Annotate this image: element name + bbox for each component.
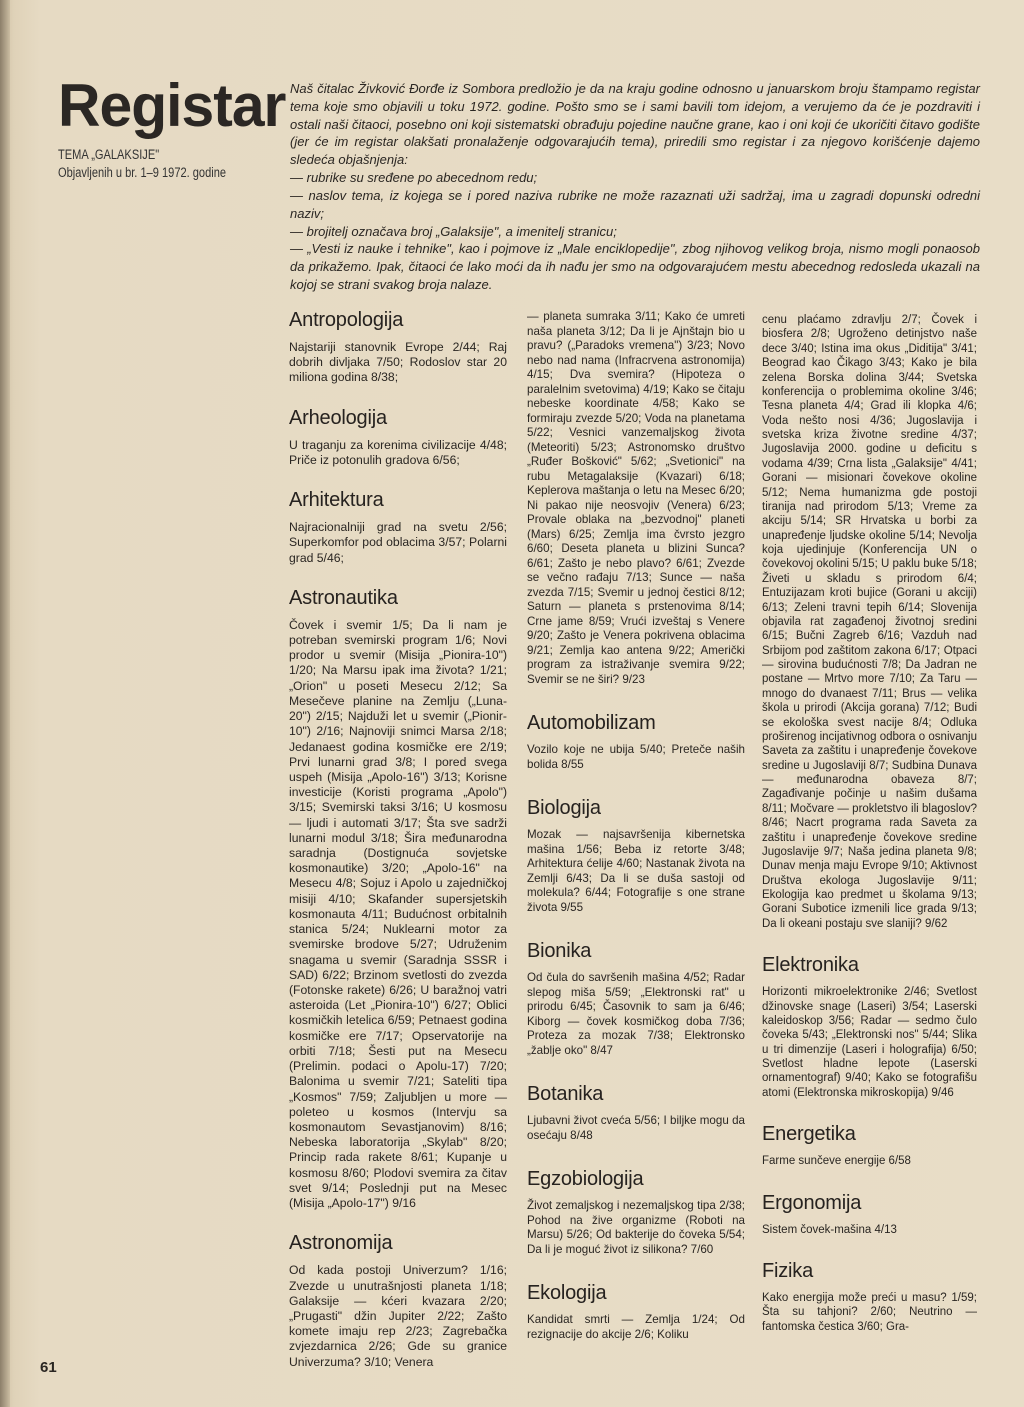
- index-column-3: [762, 313, 977, 1334]
- intro-paragraph: — naslov tema, iz kojega se i pored naziva rubrike ne može razaznati uži sadržaj, ima u zagradi dopunski odredni naziv;: [290, 187, 980, 221]
- index-section: [527, 1082, 745, 1143]
- index-section: [289, 308, 507, 386]
- index-section: [527, 939, 745, 1058]
- index-section: [762, 1259, 977, 1334]
- section-entries: U traganju za korenima civilizacije 4/48; Priče iz potonulih gradova 6/56;: [289, 437, 507, 467]
- section-entries: — planeta sumraka 3/11; Kako će umreti naša planeta 3/12; Da li je Ajnštajn bio u pravu? („Paradoks vremena") 3/23; Novo nebo nad nama (Infracrvena astronomija) 4/15; Dva svemira? (Hipoteza o paralelnim svetovima) 4/19; Kako se čitaju nebeske koordinate 4/58; Kako se formiraju zvezde 5/20; Voda na planetama 5/22; Vesnici vanzemaljskog života (Meteoriti) 5/23; Astronomsko društvo „Ruđer Bošković" 5/62; „Svetionici" na rubu Metagalaksije (Kvazari) 6/18; Keplerova maštanja o letu na Mesec 6/20; Ni pakao nije neosvojiv (Venera) 6/23; Provale oblaka na „bezvodnoj" planeti (Mars) 6/25; Zemlja ima čvrsto jezgro 6/60; Deseta planeta u blizini Sunca? 6/61; Zašto je nebo plavo? 6/61; Zvezde se večno rađaju 7/13; Sunce — naša zvezda 7/15; Svemir u jednoj čestici 8/12; Saturn — planeta s prstenovima 8/14; Crne jame 8/59; Vrući izveštaj s Venere 9/20; Zašto je Venera pokrivena oblacima 9/21; Zemlja kao antena 9/22; Američki program za istraživanje svemira 9/22; Svemir se ne širi? 9/23: [527, 310, 745, 686]
- section-heading: Ergonomija: [762, 1191, 862, 1214]
- index-section: [289, 1231, 507, 1370]
- section-entries: Horizonti mikroelektronike 2/46; Svetlost džinovske snage (Laseri) 3/54; Laserski kaleidoskop 3/56; Radar — sedmo čulo čoveka 5/43; „Elektronski nos" 5/44; Slika u tri dimenzije (Laseri i holografija) 6/50; Svetlost hladne lepote (Laserski ornamentograf) 9/40; Kako se fotografišu atomi (Elektronska mikroskopija) 9/46: [762, 986, 977, 1099]
- section-entries: Najracionalniji grad na svetu 2/56; Superkomfor pod oblacima 3/57; Polarni grad 5/46;: [289, 520, 507, 565]
- section-heading: Fizika: [762, 1259, 814, 1282]
- published-line: Objavljenih u br. 1–9 1972. godine: [58, 165, 227, 180]
- section-entries: Kandidat smrti — Zemlja 1/24; Od rezignacije do akcije 2/6; Koliku: [527, 1313, 745, 1341]
- section-entries: Najstariji stanovnik Evrope 2/44; Raj dobrih divljaka 7/50; Rodoslov star 20 miliona godina 8/38;: [289, 340, 507, 385]
- index-section: [762, 1191, 977, 1237]
- intro-paragraph: Naš čitalac Živković Đorđe iz Sombora predložio je da na kraju godine odnosno u januarskom broju štampamo registar tema koje smo objavili u toku 1972. godine. Pošto smo se i sami bavili tom idejom, a verujemo da će je pozdraviti i ostali naši čitaoci, posebno oni koji sistematski obrađuju pojedine naučne grane, kao i oni koji će ukoričiti čitavo godište (jer će im registar olakšati pronalaženje odgovarajućih tema), priredili smo registar i za njegovo korišćenje dajemo sledeća objašnjenja:: [290, 81, 980, 168]
- section-entries: cenu plaćamo zdravlju 2/7; Čovek i biosfera 2/8; Ugroženo detinjstvo naše dece 3/40; Istina ima okus „Diditija" 3/41; Beograd kao Čikago 3/43; Kako je bila zelena Borska dolina 3/44; Svetska konferencija o problemima okoline 3/46; Tesna planeta 4/4; Grad ili klopka 4/6; Voda nešto nosi 4/36; Jugoslavija i svetska kriza životne sredine 4/37; Jugoslavija 2000. godine u deficitu s vodama 4/39; Crna lista „Galaksije" 4/41; Gorani — misionari čovekove okoline 5/12; Nema humanizma gde postoji tiranija nad prirodom 5/13; Vreme za akciju 5/14; SR Hrvatska u borbi za unapređenje ljudske okoline 5/14; Nevolja koja ujedinjuje (Konferencija UN o čovekovoj okolini 5/15; U paklu buke 5/18; Živeti u skladu s prirodom 6/4; Entuzijazam kroti bujice (Gorani u akciji) 6/13; Zeleni travni tepih 6/14; Slovenija objavila rat zagađenoj životnoj sredini 6/15; Bučni Zagreb 6/16; Vazduh nad Srbijom pod zaštitom zakona 6/17; Otpaci — sirovina budućnosti 7/8; Da Jadran ne postane — Mrtvo more 7/10; Za Taru — mnogo do dvanaest 7/11; Brus — velika škola u prirodi (Akcija gorana) 7/12; Budi se ekološka svest nacije 8/4; Odluka proširenog incijativnog odbora o osnivanju Saveta za zaštitu i unapređenje čovekove sredine u Jugoslaviji 8/7; Sudbina Dunava — međunarodna obaveza 8/7; Zagađivanje počinje u našim dušama 8/11; Močvare — prokletstvo ili blagoslov? 8/46; Nacrt programa rada Saveta za zaštitu i unapređenje čovekove sredine Jugoslavije 9/7; Naša jedina planeta 9/8; Dunav menja maju Evrope 9/10; Aktivnost Društva ekologa Jugoslavije 9/11; Ekologija kao predmet u školama 9/13; Gorani Subotice izmenili lice grada 9/13; Da li okeani postaju sve slaniji? 9/62: [762, 314, 977, 930]
- index-section: [762, 313, 977, 931]
- section-heading: Astronautika: [289, 586, 398, 609]
- intro-paragraph: — „Vesti iz nauke i tehnike", kao i pojmove iz „Male enciklopedije", zbog njihovog velikog broja, nismo mogli ponaosob da prikažemo. Ipak, čitaoci će lako moći da ih nađu jer smo na odgovarajućem mestu abecednog redosleda ukazali na kojoj se strani svakog broja nalaze.: [290, 241, 980, 292]
- section-heading: Egzobiologija: [527, 1168, 644, 1190]
- section-heading: Elektronika: [762, 954, 859, 977]
- section-entries: Vozilo koje ne ubija 5/40; Preteče naših bolida 8/55: [527, 743, 745, 771]
- page-title: Registar: [58, 72, 286, 139]
- section-entries: Od kada postoji Univerzum? 1/16; Zvezde u unutrašnjosti planeta 1/18; Galaksije — kćeri kvazara 2/20; „Prugasti" džin Jupiter 2/22; Zašto komete imaju rep 2/23; Zagrebačka zvjezdarnica 2/26; Gde su granice Univerzuma? 3/10; Venera: [289, 1263, 507, 1369]
- section-heading: Biologija: [527, 797, 601, 819]
- section-heading: Automobilizam: [527, 712, 656, 734]
- page-number: 61: [40, 1359, 57, 1376]
- theme-line: TEMA „GALAKSIJE": [58, 147, 160, 162]
- section-heading: Astronomija: [289, 1232, 393, 1255]
- intro-paragraph: — brojitelj označava broj „Galaksije", a imenitelj stranicu;: [290, 223, 617, 239]
- index-section: [289, 586, 507, 1212]
- page-spine-shadow: [0, 0, 10, 1407]
- intro-paragraph: — rubrike su sređene po abecednom redu;: [290, 170, 538, 186]
- intro-text: [290, 80, 980, 294]
- section-heading: Botanika: [527, 1083, 604, 1105]
- section-heading: Energetika: [762, 1123, 856, 1146]
- section-heading: Antropologija: [289, 309, 404, 331]
- index-section: [762, 1122, 977, 1168]
- index-section: [527, 711, 745, 772]
- section-entries: Život zemaljskog i nezemaljskog tipa 2/38; Pohod na žive organizme (Roboti na Marsu) 5/26; Od bakterije do čoveka 5/54; Da li je moguć život iz silikona? 7/60: [527, 1199, 745, 1256]
- section-entries: Ljubavni život cveća 5/56; I biljke mogu da osećaju 8/48: [527, 1114, 745, 1142]
- index-section: [527, 1281, 745, 1342]
- section-entries: Od čula do savršenih mašina 4/52; Radar slepog miša 5/59; „Elektronski rat" u prirodu 6/45; Časovnik to sam ja 6/46; Kiborg — čovek kosmičkog doba 7/36; Proteza za mozak 7/38; Elektronsko „žablje oko" 8/47: [527, 971, 745, 1057]
- section-entries: Sistem čovek-mašina 4/13: [762, 1223, 897, 1236]
- index-section: [527, 1167, 745, 1257]
- section-heading: Ekologija: [527, 1282, 607, 1304]
- section-entries: Mozak — najsavršenija kibernetska mašina 1/56; Beba iz retorte 3/48; Arhitektura ćelije 4/60; Nastanak života na Zemlji 6/43; Da li se duša sastoji od molekula? 6/44; Fotografije s one strane života 9/55: [527, 828, 745, 914]
- subtitle-block: [58, 146, 271, 182]
- index-section: [289, 488, 507, 566]
- section-heading: Arheologija: [289, 406, 387, 429]
- index-column-1: [289, 308, 507, 1370]
- index-column-2: [527, 310, 745, 1342]
- index-section: [527, 796, 745, 915]
- section-heading: Bionika: [527, 940, 592, 962]
- section-heading: Arhitektura: [289, 489, 384, 512]
- section-entries: Kako energija može preći u masu? 1/59; Šta su tahjoni? 2/60; Neutrino — fantomska čestica 3/60; Gra-: [762, 1291, 977, 1333]
- index-section: [527, 310, 745, 687]
- section-entries: Farme sunčeve energije 6/58: [762, 1155, 911, 1168]
- index-section: [762, 953, 977, 1100]
- section-entries: Čovek i svemir 1/5; Da li nam je potreban svemirski program 1/6; Novi prodor u svemir (Misija „Pionira-10") 1/20; Na Marsu ipak ima života? 1/21; „Orion" u poseti Mesecu 2/12; Sa Mesečeve planine na Zemlju („Luna-20") 2/15; Najduži let u svemir („Pionir-10") 2/16; Najnoviji snimci Marsa 2/18; Jedanaest godina kosmičke ere 2/19; Prvi lunarni grad 3/8; I pored svega uspeh (Misija „Apolo-16") 3/13; Korisne investicije (Koristi programa „Apolo") 3/15; Svemirski taksi 3/16; U kosmosu — ljudi i automati 3/17; Šta sve sadrži lunarni modul 3/18; Šira međunarodna saradnja (Dostignuća sovjetske kosmonautike) 3/20; „Apolo-16" na Mesecu 4/8; Sojuz i Apolo u zajedničkoj misiji 4/10; Skafander supersjetskih kosmonauta 4/11; Budućnost orbitalnih stanica 5/24; Nuklearni motor za svemirske brodove 5/27; Udruženim snagama u svemir (Saradnja SSSR i SAD) 6/22; Brzinom svetlosti do zvezda (Fotonske rakete) 6/26; U baražnoj vatri asteroida (Let „Pionira-10") 6/27; Oblici kosmičkih letelica 6/59; Petnaest godina kosmičke ere 7/17; Opservatorije na orbiti 7/18; Šesti put na Mesecu (Prelimin. podaci o Apolu-17) 7/20; Balonima u svemir 7/21; Sateliti tipa „Kosmos" 7/59; Zaljubljen u more — poleteo u kosmos (Intervju sa kosmonautom Sevastjanovim) 8/16; Nebeska laboratorija „Skylab" 8/20; Princip rada rakete 8/61; Kupanje u kosmosu 8/60; Plodovi svemira za čitav svet 9/14; Poslednji put na Mesec (Misija „Apolo-17") 9/16: [289, 617, 507, 1211]
- index-section: [289, 406, 507, 468]
